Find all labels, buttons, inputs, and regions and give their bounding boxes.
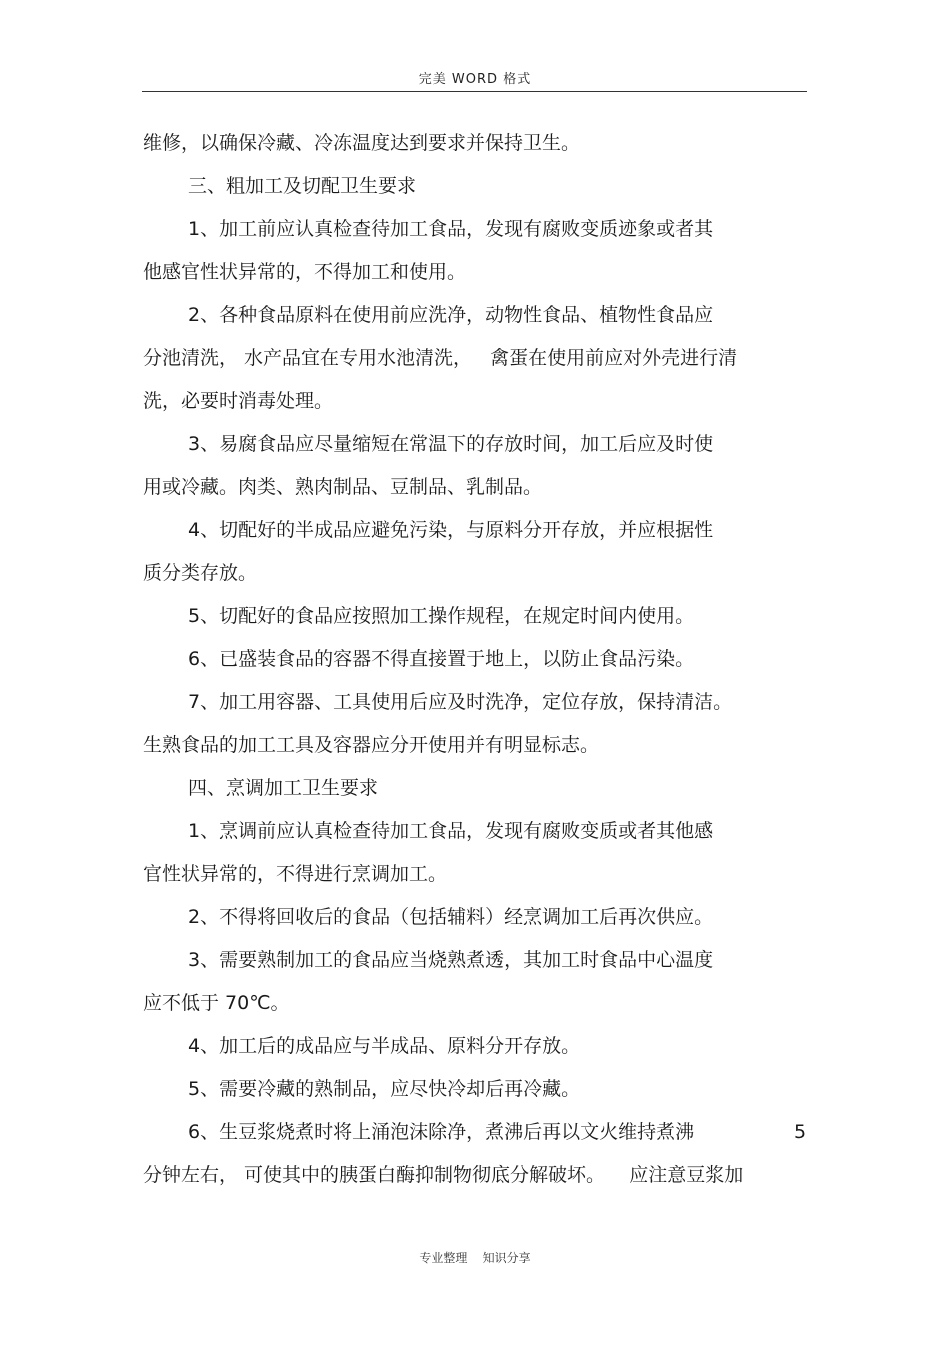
text-line: 1、烹调前应认真检查待加工食品，发现有腐败变质或者其他感 [188,820,714,842]
page-footer: 专业整理 知识分享 [419,1251,531,1265]
text-line: 5、切配好的食品应按照加工操作规程，在规定时间内使用。 [188,605,695,627]
text-line: 2、各种食品原料在使用前应洗净，动物性食品、植物性食品应 [188,304,714,326]
text-line: 3、易腐食品应尽量缩短在常温下的存放时间，加工后应及时使 [188,433,714,455]
text-line: 7、加工用容器、工具使用后应及时洗净，定位存放，保持清洁。 [188,691,733,713]
text-line: 用或冷藏。肉类、熟肉制品、豆制品、乳制品。 [143,476,543,498]
text-number: 5 [794,1121,807,1143]
section-heading: 三、粗加工及切配卫生要求 [188,175,417,197]
section-heading: 四、烹调加工卫生要求 [188,777,379,799]
text-line: 2、不得将回收后的食品（包括辅料）经烹调加工后再次供应。 [188,906,714,928]
text-line: 4、切配好的半成品应避免污染，与原料分开存放，并应根据性 [188,519,714,541]
text-line: 他感官性状异常的，不得加工和使用。 [143,261,467,283]
text-line: 5、需要冷藏的熟制品，应尽快冷却后再冷藏。 [188,1078,581,1100]
text-line: 6、生豆浆烧煮时将上涌泡沫除净，煮沸后再以文火维持煮沸 [188,1121,695,1143]
text-line: 官性状异常的，不得进行烹调加工。 [143,863,448,885]
text-line: 3、需要熟制加工的食品应当烧熟煮透，其加工时食品中心温度 [188,949,714,971]
text-line: 质分类存放。 [143,562,258,584]
text-line: 维修，以确保冷藏、冷冻温度达到要求并保持卫生。 [143,132,581,154]
text-line: 分池清洗， 水产品宜在专用水池清洗， 禽蛋在使用前应对外壳进行清 [143,347,738,369]
text-line: 6、已盛装食品的容器不得直接置于地上，以防止食品污染。 [188,648,695,670]
text-line: 生熟食品的加工工具及容器应分开使用并有明显标志。 [143,734,600,756]
text-line: 洗，必要时消毒处理。 [143,390,334,412]
text-line: 应不低于 70℃。 [143,992,290,1014]
text-line: 1、加工前应认真检查待加工食品，发现有腐败变质迹象或者其 [188,218,714,240]
text-line: 4、加工后的成品应与半成品、原料分开存放。 [188,1035,581,1057]
header-divider [142,91,807,92]
text-line: 分钟左右， 可使其中的胰蛋白酶抑制物彻底分解破坏。 应注意豆浆加 [143,1164,744,1186]
page-header: 完美 WORD 格式 [418,72,532,87]
